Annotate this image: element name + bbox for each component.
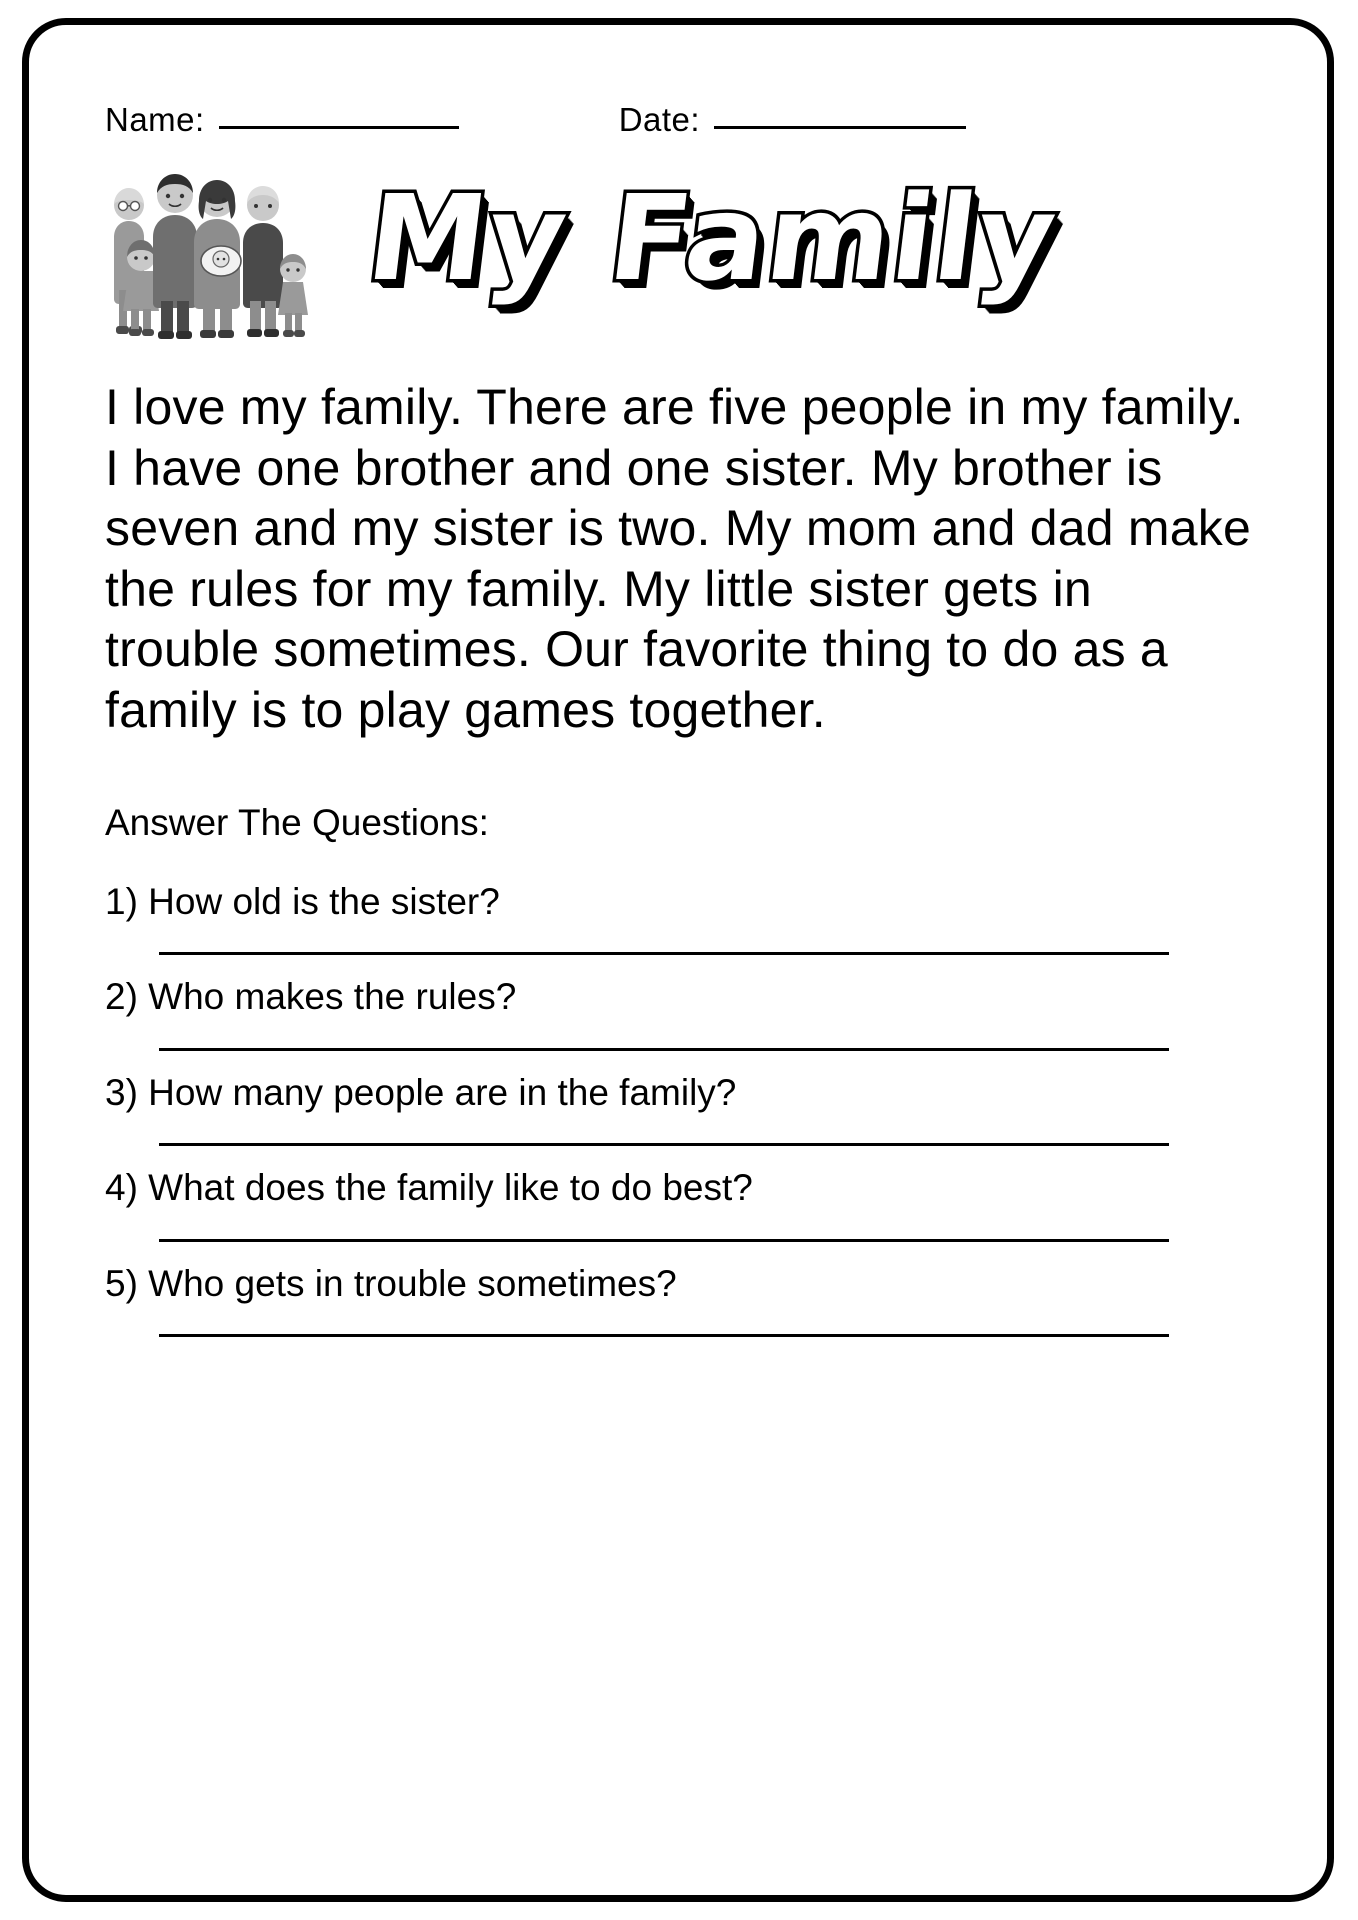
name-date-row <box>105 87 1251 139</box>
list-item <box>105 880 1251 955</box>
title-wrap <box>360 169 1251 341</box>
answer-line-2[interactable] <box>159 1048 1169 1051</box>
question-text-5: 5) Who gets in trouble sometimes? <box>105 1262 677 1304</box>
question-text-2: 2) Who makes the rules? <box>105 976 517 1018</box>
question-text-3: 3) How many people are in the family? <box>105 1071 737 1113</box>
answer-line-4[interactable] <box>159 1239 1169 1242</box>
family-illustration <box>105 161 353 351</box>
question-list <box>105 880 1251 1337</box>
question-text-1: 1) How old is the sister? <box>105 881 500 922</box>
reading-passage: I love my family. There are five people in my family. I have one brother and one sister. My brother is seven and my sister is two. My mom and dad make the rules for my family. My little sister gets in trouble sometimes. Our favorite thing to do as a family is to play games together. <box>105 379 1251 738</box>
date-label: Date: <box>618 101 701 138</box>
question-text-4: 4) What does the family like to do best? <box>105 1167 753 1209</box>
answer-line-5[interactable] <box>159 1334 1169 1337</box>
page-title: My Family <box>360 169 1065 307</box>
answer-questions-heading: Answer The Questions: <box>105 802 489 843</box>
worksheet-page <box>22 18 1334 1902</box>
worksheet-content <box>29 25 1327 1895</box>
list-item <box>105 975 1251 1050</box>
name-input-line[interactable] <box>219 126 459 129</box>
name-label: Name: <box>105 101 205 138</box>
list-item <box>105 1166 1251 1241</box>
answer-line-1[interactable] <box>159 952 1169 955</box>
list-item <box>105 1071 1251 1146</box>
title-block <box>105 161 1251 351</box>
answer-line-3[interactable] <box>159 1143 1169 1146</box>
date-input-line[interactable] <box>714 126 966 129</box>
list-item <box>105 1262 1251 1337</box>
